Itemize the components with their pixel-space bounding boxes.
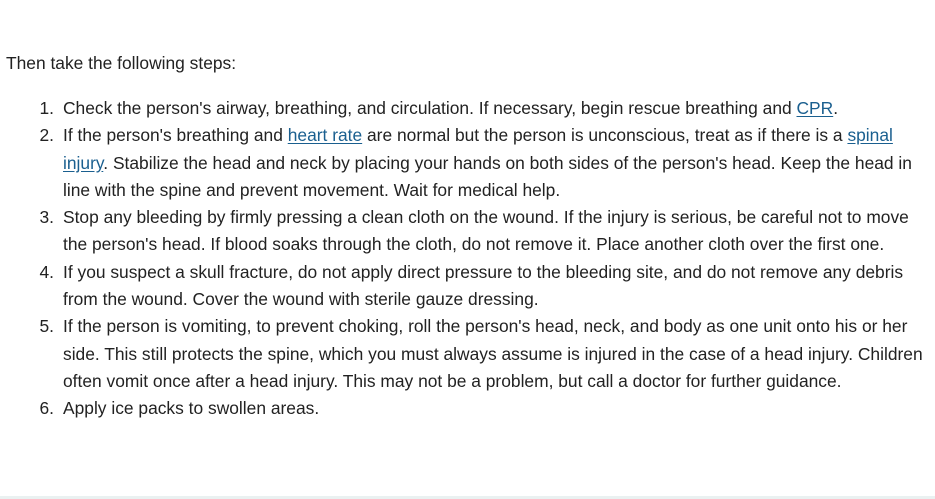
step-text: Check the person's airway, breathing, and circulation. If necessary, begin rescue breathing and — [63, 98, 797, 118]
step-number: 2. — [39, 125, 54, 146]
step-text: Apply ice packs to swollen areas. — [63, 398, 320, 419]
step-number: 5. — [39, 316, 54, 337]
step-item-3 — [6, 204, 934, 259]
step-number: 1. — [39, 98, 54, 118]
step-text: If you suspect a skull fracture, do not apply direct pressure to the bleeding site, and do not remove any debris from the wound. Cover the wound with sterile gauze dressing. — [63, 261, 904, 310]
steps-list — [6, 95, 934, 423]
step-text: are normal but the person is unconscious, treat as if there is a — [362, 125, 848, 146]
step-text: . — [833, 98, 839, 118]
cpr-link[interactable]: CPR — [796, 98, 834, 118]
step-item-6 — [6, 395, 934, 422]
step-text: Stop any bleeding by firmly pressing a clean cloth on the wound. If the injury is serious, be careful not to move the person's head. If blood soaks through the cloth, do not remove it. Place another cloth over the first one. — [63, 207, 909, 255]
article-section — [6, 49, 934, 423]
step-text: . Stabilize the head and neck by placing your hands on both sides of the person's head. Keep the head in line with the spine and prevent movement. Wait for medical help. — [63, 152, 912, 200]
step-item-2 — [6, 122, 934, 204]
spinal-injury-link[interactable]: spinal injury — [63, 125, 893, 173]
step-text: If the person's breathing and — [63, 125, 288, 146]
step-item-5 — [6, 313, 934, 395]
step-item-1 — [6, 95, 934, 122]
heart-rate-link[interactable]: heart rate — [287, 125, 363, 146]
step-number: 4. — [39, 261, 54, 282]
step-number: 3. — [39, 207, 54, 228]
step-number: 6. — [39, 398, 54, 419]
intro-paragraph: Then take the following steps: — [6, 53, 237, 73]
step-text: If the person is vomiting, to prevent choking, roll the person's head, neck, and body as one unit onto his or her side. This still protects the spine, which you must always assume is injured in the case of a head injury. Children often vomit once after a head injury. This may not be a problem, but call a doctor for further guidance. — [63, 316, 923, 391]
step-item-4 — [6, 259, 934, 314]
